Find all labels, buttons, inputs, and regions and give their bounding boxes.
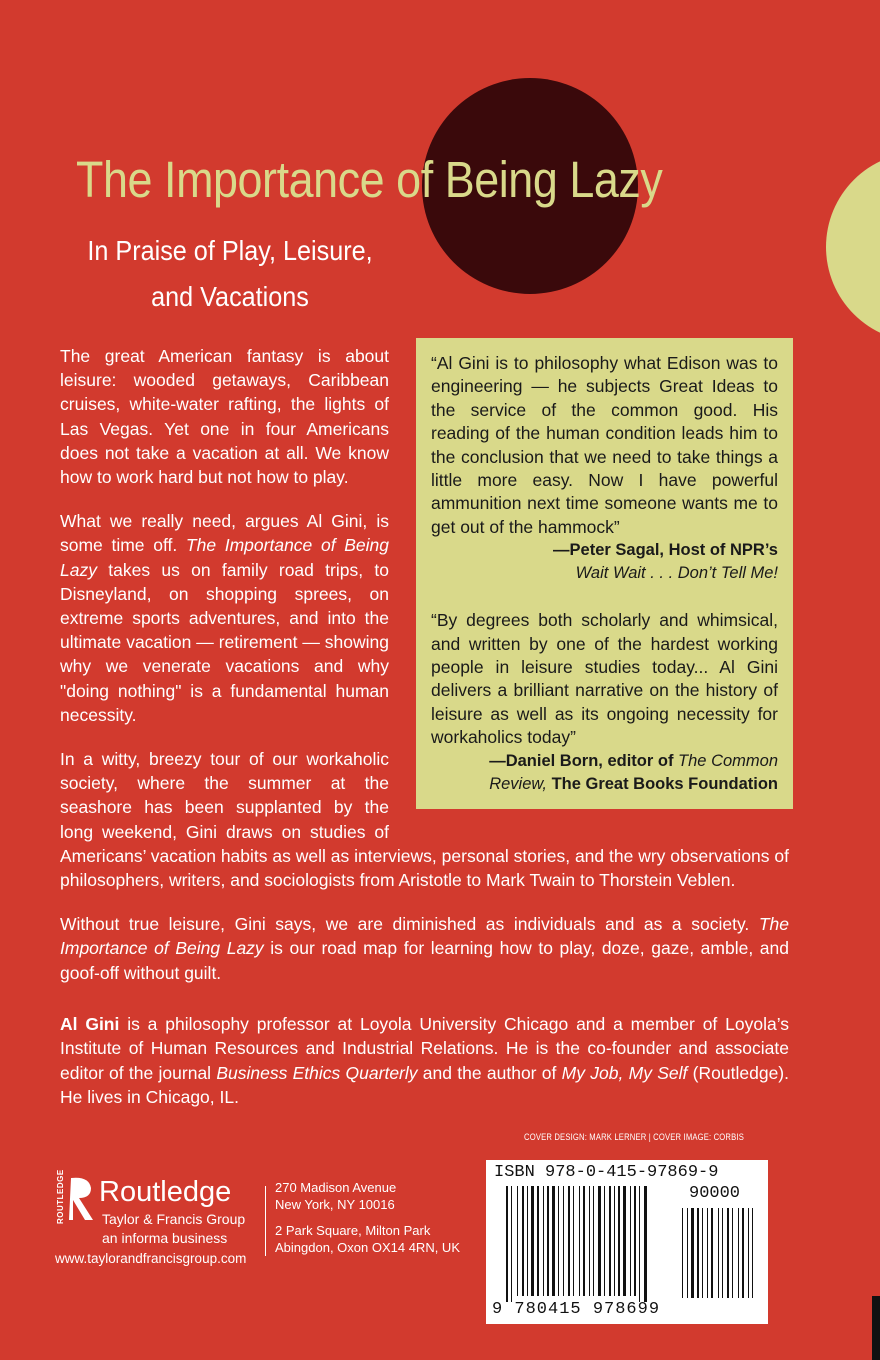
price-bar bbox=[707, 1208, 708, 1298]
subtitle-line-2: and Vacations bbox=[151, 281, 309, 312]
isbn-label: ISBN 978-0-415-97869-9 bbox=[494, 1163, 719, 1182]
barcode-bar bbox=[537, 1186, 539, 1296]
endorsement-1-text: “Al Gini is to philosophy what Edison was to engineering — he subjects Great Ideas to the service of the common good. His reading of the human condition leads him to the conclusion that we need to take things a little more easy. Now I have powerful ammunition next time someone wants me to get out of the hammock” bbox=[431, 353, 778, 537]
barcode-bar bbox=[604, 1186, 605, 1296]
isbn-barcode bbox=[486, 1160, 768, 1324]
description-paragraph-3: In a witty, breezy tour of our workaholic society, where the summer at the seashore has been supplanted by the long weekend, Gini draws on studies of Americans’ vacation habits as well as interviews, personal stories, and the wry observations of philosophers, writers, and sociologists from Aristotle to Mark Twain to Thorstein Veblen. bbox=[60, 749, 789, 891]
endorsement-2-text: “By degrees both scholarly and whimsical, and written by one of the hardest working people in leisure studies today... Al Gini delivers a brilliant narrative on the history of leisure as well as its ongoing necessity for workaholics today” bbox=[431, 610, 778, 748]
routledge-logo bbox=[55, 1169, 265, 1271]
barcode-bar bbox=[639, 1186, 640, 1302]
ean-number: 9 780415 978699 bbox=[492, 1300, 661, 1319]
barcode-bar bbox=[527, 1186, 528, 1296]
barcode-bar bbox=[547, 1186, 549, 1296]
barcode-bar bbox=[593, 1186, 594, 1296]
book-title: The Importance of Being Lazy bbox=[76, 151, 663, 208]
description-paragraph-4: Without true leisure, Gini says, we are diminished as individuals and as a society. The Importance of Being Lazy is our road map for learning how to play, doze, gaze, amble, and goof-off without guilt. bbox=[60, 914, 789, 983]
barcode-bar bbox=[552, 1186, 555, 1296]
barcode-bar bbox=[579, 1186, 580, 1296]
price-bar bbox=[697, 1208, 699, 1298]
price-bar bbox=[727, 1208, 729, 1298]
description-paragraph-1: The great American fantasy is about leisure: wooded getaways, Caribbean cruises, white-water rafting, the lights of Las Vegas. Yet one in four Americans does not take a vacation at all. We know how to work hard but not how to play. bbox=[60, 346, 389, 488]
cover-credits: COVER DESIGN: MARK LERNER | COVER IMAGE: CORBIS bbox=[524, 1132, 744, 1142]
publisher-vertical-label: ROUTLEDGE bbox=[56, 1169, 65, 1224]
price-bar bbox=[748, 1208, 749, 1298]
price-bar bbox=[718, 1208, 719, 1298]
price-bar bbox=[691, 1208, 694, 1298]
barcode-bar bbox=[543, 1186, 544, 1296]
description-paragraph-2: What we really need, argues Al Gini, is some time off. The Importance of Being Lazy takes us on family road trips, to Disneyland, on shopping sprees, on extreme sports adventures, and into the ultimate vacation — retirement — showing why we venerate vacations and why "doing nothing" is a fundamental human necessity. bbox=[60, 511, 389, 725]
price-bar bbox=[687, 1208, 688, 1298]
light-circle-graphic bbox=[826, 152, 880, 342]
address-divider bbox=[265, 1186, 266, 1256]
barcode-bar bbox=[634, 1186, 636, 1296]
barcode-bar bbox=[609, 1186, 611, 1296]
barcode-bar bbox=[568, 1186, 570, 1296]
publisher-group: Taylor & Francis Group an informa business bbox=[102, 1211, 246, 1246]
barcode-bar bbox=[623, 1186, 626, 1296]
barcode-bar bbox=[563, 1186, 564, 1296]
price-bar bbox=[738, 1208, 739, 1298]
barcode-bar bbox=[630, 1186, 631, 1296]
endorsement-1-attribution: —Peter Sagal, Host of NPR’s Wait Wait . . . Don’t Tell Me! bbox=[553, 541, 778, 583]
barcode-bar bbox=[517, 1186, 518, 1296]
publisher-name: Routledge bbox=[99, 1176, 232, 1208]
barcode-bar bbox=[558, 1186, 559, 1296]
barcode-bar bbox=[531, 1186, 534, 1296]
price-bar bbox=[722, 1208, 723, 1298]
price-bar bbox=[682, 1208, 683, 1298]
publisher-addresses: 270 Madison Avenue New York, NY 10016 2 Park Square, Milton Park Abingdon, Oxon OX14 4RN, UK bbox=[275, 1180, 460, 1255]
publisher-url: www.taylorandfrancisgroup.com bbox=[55, 1251, 247, 1266]
endorsements-box bbox=[416, 338, 793, 809]
price-code: 90000 bbox=[689, 1184, 741, 1203]
barcode-bar bbox=[614, 1186, 615, 1296]
barcode-bar bbox=[506, 1186, 508, 1302]
barcode-bar bbox=[644, 1186, 647, 1302]
endorsement-2-attribution: —Daniel Born, editor of The Common Review, The Great Books Foundation bbox=[489, 751, 778, 793]
price-bar bbox=[702, 1208, 703, 1298]
price-bar bbox=[732, 1208, 733, 1298]
subtitle-line-1: In Praise of Play, Leisure, bbox=[87, 235, 373, 266]
barcode-bar bbox=[583, 1186, 585, 1296]
barcode-bar bbox=[511, 1186, 512, 1302]
barcode-bar bbox=[522, 1186, 524, 1296]
barcode-bar bbox=[573, 1186, 574, 1296]
corner-mark bbox=[872, 1296, 880, 1360]
barcode-bar bbox=[598, 1186, 601, 1296]
price-bar bbox=[742, 1208, 744, 1298]
barcode-bar bbox=[589, 1186, 590, 1296]
price-bar bbox=[711, 1208, 713, 1298]
routledge-mark-icon bbox=[69, 1176, 97, 1222]
price-bar bbox=[752, 1208, 753, 1298]
book-subtitle bbox=[77, 228, 383, 320]
barcode-bar bbox=[618, 1186, 620, 1296]
author-bio: Al Gini is a philosophy professor at Loyola University Chicago and a member of Loyola’s Institute of Human Resources and Industrial Relations. He is the co-founder and associate editor of the journal Business Ethics Quarterly and the author of My Job, My Self (Routledge). He lives in Chicago, IL. bbox=[60, 1014, 790, 1108]
author-name: Al Gini bbox=[60, 1014, 120, 1034]
